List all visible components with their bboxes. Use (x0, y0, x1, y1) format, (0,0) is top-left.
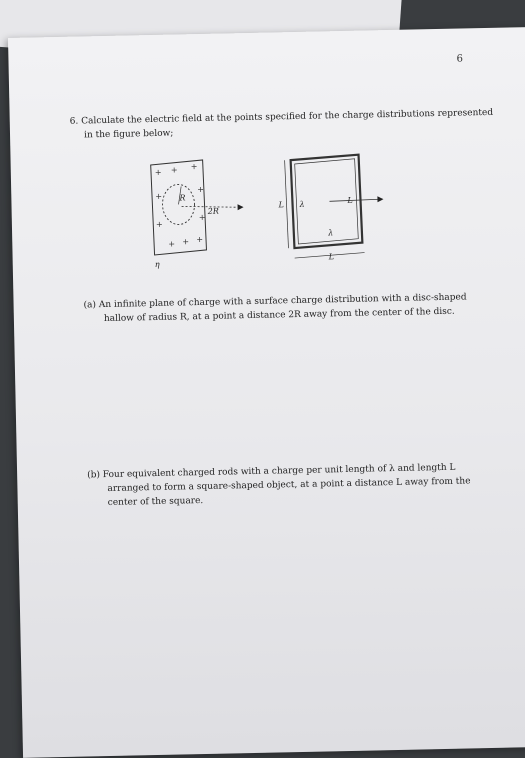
question-6 (69, 106, 494, 143)
paper-page (8, 27, 525, 758)
svg-text:+: + (155, 191, 163, 201)
surface-density-label: η (154, 259, 160, 269)
plus-signs (155, 162, 206, 249)
distance-label-L: L (347, 195, 353, 205)
figure-svg (140, 150, 403, 285)
page-number: 6 (456, 53, 464, 65)
square-of-rods (277, 154, 385, 262)
part-b-line-2: arranged to form a square-shaped object, at a point a distance L away from the (107, 476, 471, 495)
svg-text:+: + (182, 237, 190, 247)
distance-label-2R: 2R (207, 206, 219, 216)
svg-text:+: + (170, 165, 178, 175)
lambda-left-label: λ (299, 199, 305, 209)
svg-text:+: + (190, 162, 198, 172)
charge-figure (140, 150, 403, 285)
plane-with-hole (151, 159, 245, 269)
part-a-line-2: hallow of radius R, at a point a distance 2R away from the center of the disc. (103, 306, 455, 325)
part-a (83, 290, 493, 327)
svg-text:+: + (155, 219, 163, 229)
part-a-line-1: (a) An infinite plane of charge with a surface charge distribution with a disc-shaped (83, 292, 467, 311)
svg-text:+: + (168, 239, 176, 249)
part-b (87, 460, 498, 511)
lambda-bottom-label: λ (328, 228, 334, 238)
part-b-line-3: center of the square. (107, 496, 204, 509)
bottom-length-label: L (328, 252, 335, 262)
part-b-line-1: (b) Four equivalent charged rods with a charge per unit length of λ and length L (87, 462, 456, 481)
question-line-1: 6. Calculate the electric field at the points specified for the charge distributions represented (69, 107, 494, 127)
question-line-2: in the figure below; (83, 128, 174, 141)
side-dimension-line (285, 160, 289, 248)
point-arrow-right (377, 196, 383, 202)
radius-label: R (179, 193, 186, 203)
svg-text:+: + (198, 212, 206, 223)
svg-text:+: + (197, 184, 205, 195)
svg-text:+: + (196, 234, 204, 245)
point-arrow (238, 204, 244, 210)
svg-text:+: + (154, 167, 162, 177)
distance-line-L (329, 199, 379, 201)
side-length-label: L (278, 200, 284, 210)
